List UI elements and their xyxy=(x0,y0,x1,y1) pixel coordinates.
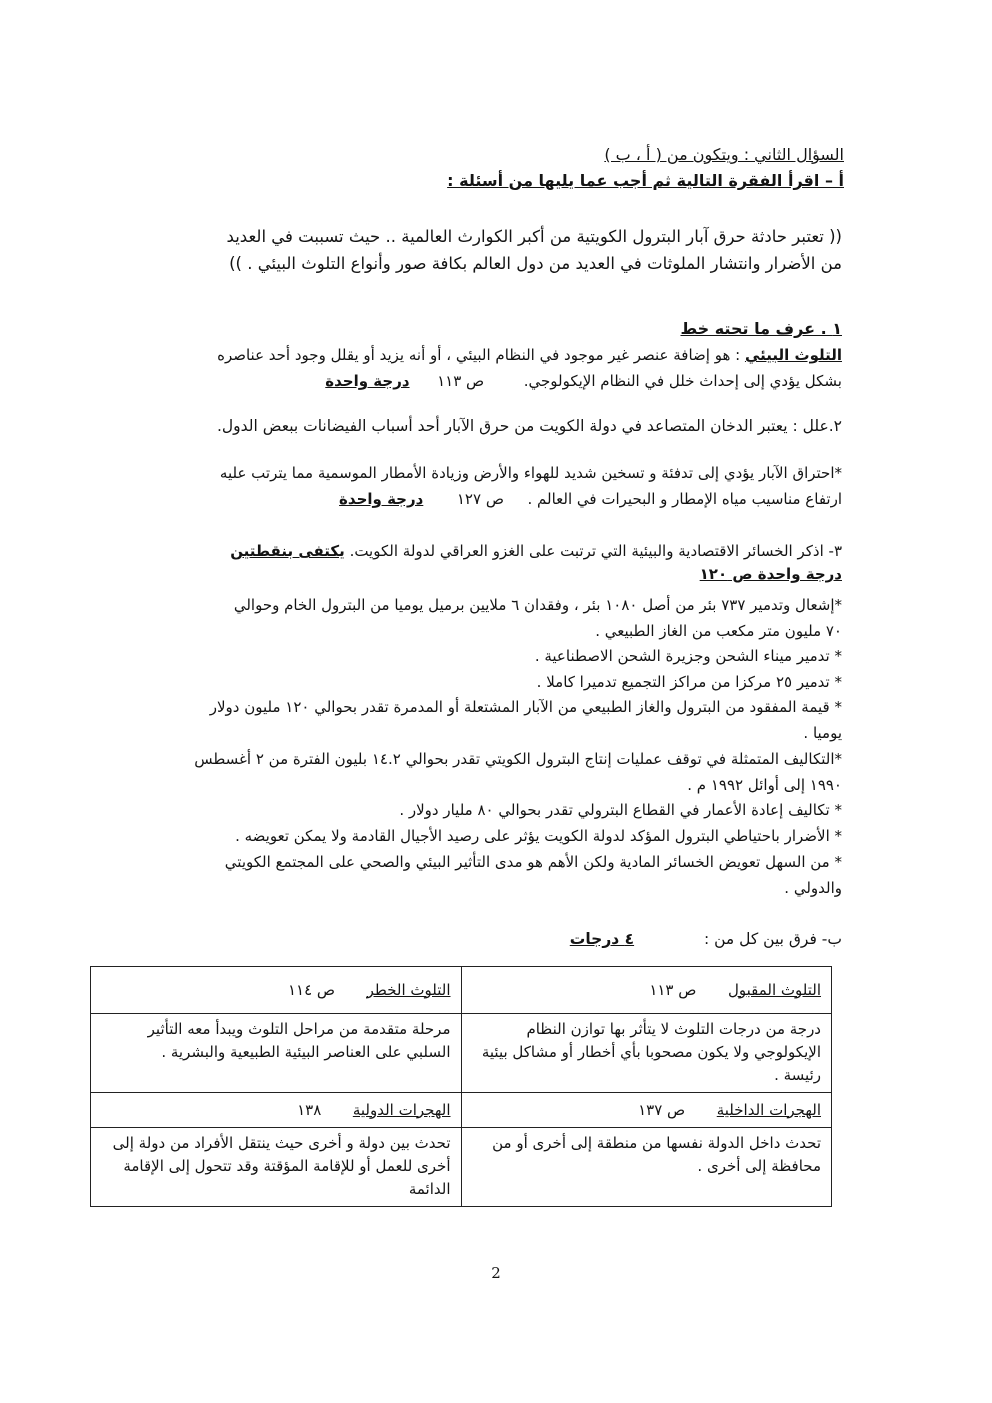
internal-migration-title: الهجرات الداخلية xyxy=(716,1100,821,1119)
q3-item-10: * من السهل تعويض الخسائر المادية ولكن الأهم هو مدى التأثير البيئي والصحي على المجتمع الكويتي xyxy=(224,853,842,871)
q3-item-6: *التكاليف المتمثلة في توقف عمليات إنتاج البترول الكويتي تقدر بحوالي ١٤.٢ بليون الفترة من ٢ أغسطس xyxy=(194,750,842,768)
passage-line-1: (( تعتبر حادثة حرق آبار البترول الكويتية من أكبر الكوارث العالمية .. حيث تسببت في العديد xyxy=(226,227,842,246)
q3-item-8: * تكاليف إعادة الأعمار في القطاع البترولي تقدر بحوالي ٨٠ مليار دولار . xyxy=(399,801,842,819)
q3-item-2: * تدمير ميناء الشحن وجزيرة الشحن الاصطناعية . xyxy=(534,647,842,665)
q3-item-0: *إشعال وتدمير ٧٣٧ بئر من أصل ١٠٨٠ بئر ، وفقدان ٦ ملايين برميل يوميا من البترول الخام وحوالي xyxy=(233,596,842,614)
q3-item-3: * تدمير ٢٥ مركزا من مراكز التجميع تدميرا كاملا . xyxy=(536,673,842,691)
q1-label: ١ . عرف ما تحته خط xyxy=(680,319,842,338)
part-b-heading xyxy=(570,928,842,950)
q2-answer-text-2: ارتفاع مناسيب مياه الإمطار و البحيرات في العالم . xyxy=(527,490,842,508)
q2-answer-line-1: *احتراق الآبار يؤدي إلى تدفئة و تسخين شديد للهواء والأرض وزيادة الأمطار الموسمية مما يترتب عليه xyxy=(219,464,842,482)
page-number: 2 xyxy=(491,1264,501,1282)
q3-suffix: يكتفى بنقطتين xyxy=(230,542,345,560)
part-a-instruction: أ – اقرأ الفقرة التالية ثم أجب عما يليها من أسئلة : xyxy=(447,171,844,190)
internal-migration-ref: ص ١٣٧ xyxy=(638,1100,686,1119)
table-row xyxy=(91,1014,832,1093)
international-migration-title: الهجرات الدولية xyxy=(352,1100,451,1119)
acceptable-pollution-title: التلوث المقبول xyxy=(727,980,821,999)
q1-term: التلوث البيئي xyxy=(744,346,842,364)
international-migration-ref: ١٣٨ xyxy=(297,1100,322,1119)
q3-item-9: * الأضرار باحتياطي البترول المؤكد لدولة الكويت يؤثر على رصيد الأجيال القادمة ولا يمكن تعويضه . xyxy=(235,827,842,845)
table-cell-acceptable-title xyxy=(461,967,832,1014)
q1-def-text: : هو إضافة عنصر غير موجود في النظام البيئي ، أو أنه يزيد أو يقلل وجود أحد عناصره xyxy=(217,346,745,364)
q3-item-5: يوميا . xyxy=(803,724,842,742)
table-row xyxy=(91,967,832,1014)
table-row xyxy=(91,1093,832,1128)
internal-migration-definition: تحدث داخل الدولة نفسها من منطقة إلى أخرى أو من محافظة إلى أخرى . xyxy=(461,1128,832,1207)
q3-item-4: * قيمة المفقود من البترول والغاز الطبيعي من الآبار المشتعلة أو المدمرة تقدر بحوالي ١٢٠ مليون دولار xyxy=(209,698,842,716)
q3-mark-ref: درجة واحدة ص ١٢٠ xyxy=(699,565,842,583)
q1-page-ref: ص ١١٣ xyxy=(437,372,485,390)
q1-mark: درجة واحدة xyxy=(325,372,410,390)
q2-page-ref: ص ١٢٧ xyxy=(456,490,504,508)
q3-item-11: والدولي . xyxy=(784,879,842,897)
question-title: السؤال الثاني : ويتكون من ( أ ، ب ) xyxy=(604,145,844,164)
table-cell-internal-migration-title xyxy=(461,1093,832,1128)
q2-question: ٢.علل : يعتبر الدخان المتصاعد في دولة الكويت من حرق الآبار أحد أسباب الفيضانات ببعض الدول. xyxy=(216,417,842,435)
part-b-marks: ٤ درجات xyxy=(569,930,635,948)
table-cell-international-migration-title xyxy=(91,1093,462,1128)
dangerous-pollution-title: التلوث الخطر xyxy=(366,980,451,999)
q3-question xyxy=(230,540,842,562)
passage-line-2: من الأضرار وانتشار الملوثات في العديد من دول العالم بكافة صور وأنواع التلوث البيئي . )) xyxy=(229,254,842,273)
dangerous-pollution-ref: ص ١١٤ xyxy=(287,980,336,999)
comparison-table xyxy=(90,966,832,1207)
table-cell-dangerous-title xyxy=(91,967,462,1014)
international-migration-definition: تحدث بين دولة و أخرى حيث ينتقل الأفراد من دولة إلى أخرى للعمل أو للإقامة المؤقتة وقد تتحول إلى الإقامة الدائمة xyxy=(91,1128,462,1207)
q3-item-1: ٧٠ مليون متر مكعب من الغاز الطبيعي . xyxy=(595,622,842,640)
q3-item-7: ١٩٩٠ إلى أوائل ١٩٩٢ م . xyxy=(687,776,842,794)
q2-answer-line-2 xyxy=(339,488,842,510)
q3-question-text: ٣- اذكر الخسائر الاقتصادية والبيئية التي ترتبت على الغزو العراقي لدولة الكويت. xyxy=(349,542,842,560)
q1-def-text-2: بشكل يؤدي إلى إحداث خلل في النظام الإيكولوجي. xyxy=(523,372,842,390)
q1-definition-line-1 xyxy=(217,344,842,366)
acceptable-pollution-ref: ص ١١٣ xyxy=(649,980,697,999)
dangerous-pollution-definition: مرحلة متقدمة من مراحل التلوث ويبدأ معه التأثير السلبي على العناصر البيئية الطبيعية والبشرية . xyxy=(91,1014,462,1093)
q2-mark: درجة واحدة xyxy=(339,490,424,508)
part-b-instruction: ب- فرق بين كل من : xyxy=(703,930,842,948)
acceptable-pollution-definition: درجة من درجات التلوث لا يتأثر بها توازن النظام الإيكولوجي ولا يكون مصحوبا بأي أخطار أو مشاكل بيئية رئيسة . xyxy=(461,1014,832,1093)
q1-definition-line-2 xyxy=(325,370,842,392)
table-row xyxy=(91,1128,832,1207)
